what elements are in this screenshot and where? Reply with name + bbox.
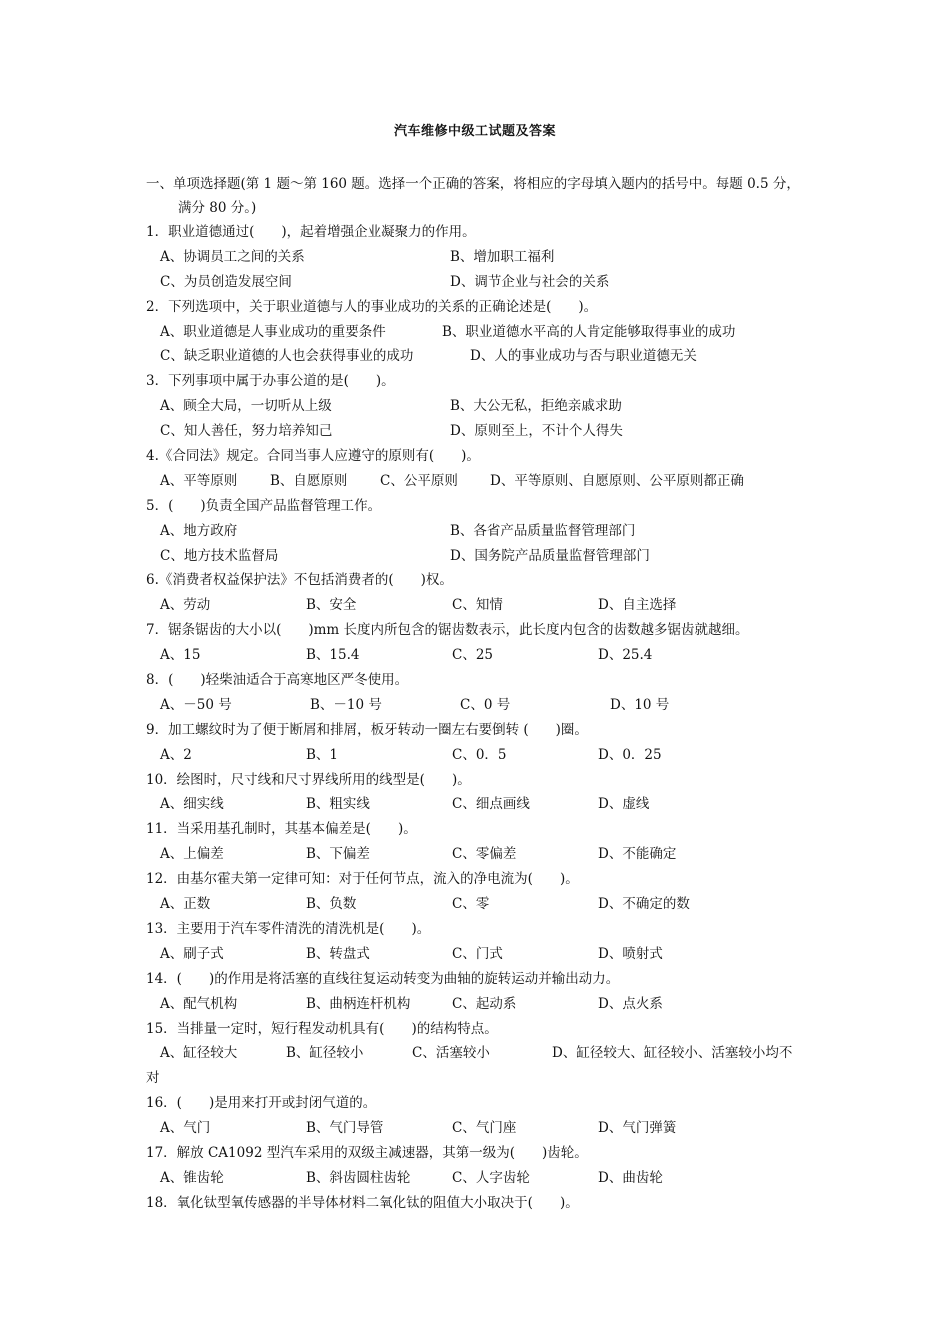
question-stem: 7．锯条锯齿的大小以( )mm 长度内所包含的锯齿数表示，此长度内包含的齿数越多锯齿就越细。 [146,622,749,639]
option-d: D、调节企业与社会的关系 [450,273,610,290]
option-a: A、细实线 [160,796,224,813]
option-b: B、粗实线 [306,796,370,813]
options-row [146,842,818,867]
option-b: B、缸径较小 [286,1045,364,1062]
options-row [146,892,818,917]
option-d: D、气门弹簧 [598,1120,677,1137]
option-d: D、10 号 [610,696,670,713]
option-c: C、起动系 [452,995,517,1012]
section-heading [146,172,816,220]
option-c: C、零偏差 [452,846,517,863]
question-stem: 2．下列选项中，关于职业道德与人的事业成功的关系的正确论述是( )。 [146,298,598,315]
options-row [146,320,818,345]
option-d: D、不能确定 [598,846,677,863]
option-c: C、0 号 [460,696,511,713]
option-d: D、自主选择 [598,597,677,614]
document-title: 汽车维修中级工试题及答案 [393,124,556,139]
option-a: A、－50 号 [160,696,232,713]
option-d: D、国务院产品质量监督管理部门 [450,547,650,564]
option-c: C、为员创造发展空间 [160,273,292,290]
question-stem: 15．当排量一定时，短行程发动机具有( )的结构特点。 [146,1020,498,1037]
option-c: C、知情 [452,597,503,614]
option-d: D、平等原则、自愿原则、公平原则都正确 [490,472,744,489]
options-row [146,469,818,494]
option-c: C、门式 [452,945,503,962]
option-a: A、上偏差 [160,846,224,863]
section-heading-line1: 一、单项选择题(第 1 题～第 160 题。选择一个正确的答案，将相应的字母填入题内的括号中。每题 0.5 分， [146,176,800,192]
option-b: B、各省产品质量监督管理部门 [450,522,636,539]
option-wrap-text: 对 [146,1070,160,1087]
option-c: C、0．5 [452,746,507,763]
question-stem: 5．( )负责全国产品监督管理工作。 [146,497,382,514]
options-row [146,245,818,270]
options-row [146,519,818,544]
option-a: A、气门 [160,1120,211,1137]
question-stem: 4.《合同法》规定。合同当事人应遵守的原则有( )。 [146,448,480,465]
options-row [146,419,818,444]
options-row [146,1041,818,1066]
question-stem: 13．主要用于汽车零件清洗的清洗机是( )。 [146,920,431,937]
option-c: C、人字齿轮 [452,1169,530,1186]
option-b: B、气门导管 [306,1120,384,1137]
option-d: D、不确定的数 [598,896,690,913]
options-row [146,593,818,618]
option-a: A、顾全大局，一切听从上级 [160,398,332,415]
option-a: A、地方政府 [160,522,238,539]
options-row [146,1116,818,1141]
options-row [146,544,818,569]
option-c: C、活塞较小 [412,1045,490,1062]
options-row [146,344,818,369]
option-b: B、曲柄连杆机构 [306,995,411,1012]
option-a: A、配气机构 [160,995,238,1012]
option-c: C、地方技术监督局 [160,547,279,564]
options-row [146,270,818,295]
question-stem: 12．由基尔霍夫第一定律可知：对于任何节点，流入的净电流为( )。 [146,871,579,888]
option-b: B、增加职工福利 [450,248,555,265]
option-a: A、15 [160,647,201,664]
option-b: B、大公无私，拒绝亲戚求助 [450,398,622,415]
option-d: D、缸径较大、缸径较小、活塞较小均不 [552,1045,793,1062]
options-row [146,992,818,1017]
option-b: B、斜齿圆柱齿轮 [306,1169,411,1186]
option-d: D、人的事业成功与否与职业道德无关 [470,348,697,365]
section-heading-line2: 满分 80 分。) [178,200,257,216]
option-d: D、曲齿轮 [598,1169,663,1186]
option-c: C、知人善任，努力培养知己 [160,423,333,440]
option-a: A、平等原则 [160,472,238,489]
option-b: B、负数 [306,896,357,913]
options-row [146,693,818,718]
options-row [146,1166,818,1191]
option-b: B、15.4 [306,647,360,664]
question-stem: 8．( )轻柴油适合于高寒地区严冬使用。 [146,672,409,689]
option-b: B、1 [306,746,339,763]
option-a: A、职业道德是人事业成功的重要条件 [160,323,386,340]
option-a: A、缸径较大 [160,1045,238,1062]
question-stem: 14．( )的作用是将活塞的直线往复运动转变为曲轴的旋转运动并输出动力。 [146,970,620,987]
options-row [146,643,818,668]
options-row [146,792,818,817]
question-stem: 9．加工螺纹时为了便于断屑和排屑，板牙转动一圈左右要倒转 ( )圈。 [146,721,588,738]
option-a: A、劳动 [160,597,211,614]
question-stem: 1．职业道德通过( )，起着增强企业凝聚力的作用。 [146,224,476,240]
option-a: A、刷子式 [160,945,224,962]
question-stem: 3．下列事项中属于办事公道的是( )。 [146,373,395,390]
option-c: C、25 [452,647,494,664]
option-b: B、转盘式 [306,945,370,962]
option-c: C、细点画线 [452,796,530,813]
options-row [146,394,818,419]
question-stem: 11．当采用基孔制时，其基本偏差是( )。 [146,821,417,838]
option-d: D、点火系 [598,995,663,1012]
option-d: D、原则至上，不计个人得失 [450,423,623,440]
question-stem: 16．( )是用来打开或封闭气道的。 [146,1095,377,1112]
question-list [146,220,818,1216]
option-a: A、2 [160,746,192,763]
option-d: D、0．25 [598,746,662,763]
option-a: A、协调员工之间的关系 [160,248,305,265]
option-b: B、自愿原则 [270,472,348,489]
option-c: C、缺乏职业道德的人也会获得事业的成功 [160,348,414,365]
option-b: B、下偏差 [306,846,370,863]
option-a: A、正数 [160,896,211,913]
question-stem: 18．氧化钛型氧传感器的半导体材料二氧化钛的阻值大小取决于( )。 [146,1194,579,1211]
option-c: C、公平原则 [380,472,458,489]
option-c: C、气门座 [452,1120,517,1137]
option-d: D、虚线 [598,796,650,813]
question-stem: 10．绘图时，尺寸线和尺寸界线所用的线型是( )。 [146,771,471,788]
option-b: B、职业道德水平高的人肯定能够取得事业的成功 [442,323,736,340]
option-d: D、喷射式 [598,945,663,962]
option-b: B、安全 [306,597,357,614]
option-a: A、锥齿轮 [160,1169,224,1186]
option-b: B、－10 号 [310,696,382,713]
option-d: D、25.4 [598,647,653,664]
options-row [146,743,818,768]
question-stem: 6.《消费者权益保护法》不包括消费者的( )权。 [146,572,453,589]
options-row [146,942,818,967]
option-c: C、零 [452,896,490,913]
question-stem: 17．解放 CA1092 型汽车采用的双级主减速器，其第一级为( )齿轮。 [146,1144,588,1161]
